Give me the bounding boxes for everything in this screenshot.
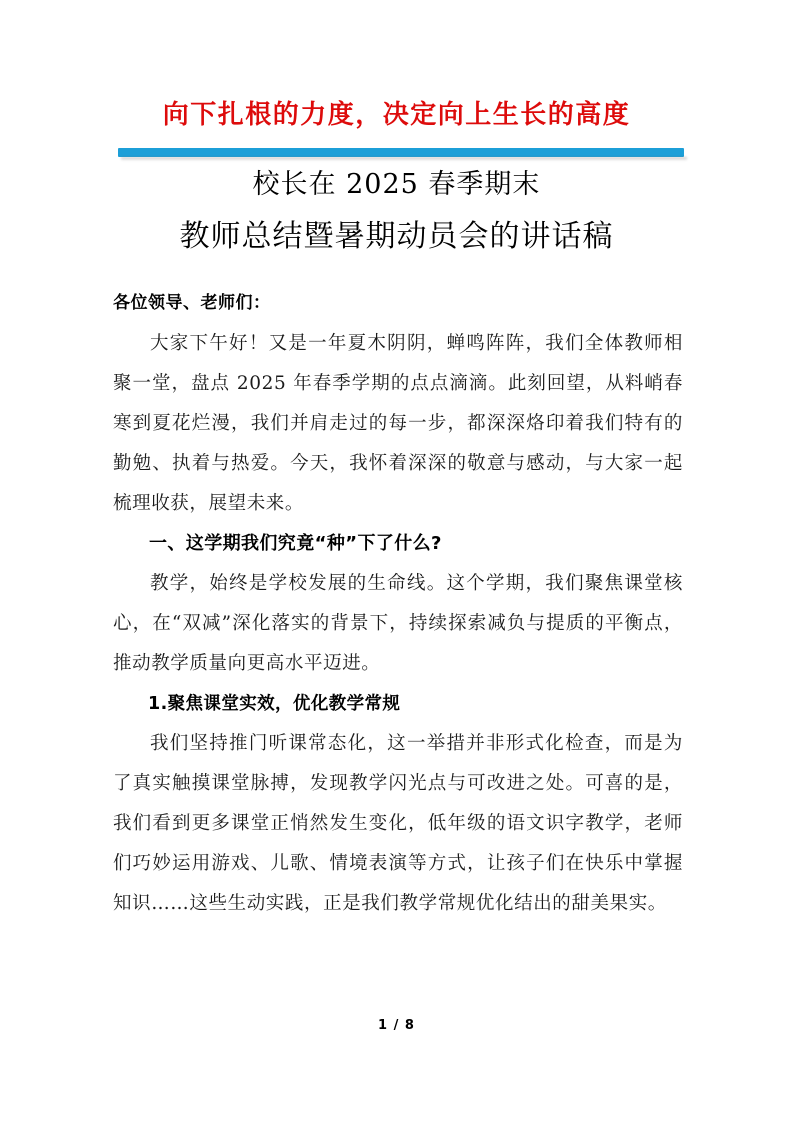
blue-divider-bar bbox=[118, 148, 684, 157]
body-paragraph-2: 教学，始终是学校发展的生命线。这个学期，我们聚焦课堂核心，在“双减”深化落实的背景下，持续探索减负与提质的平衡点，推动教学质量向更高水平迈进。 bbox=[113, 573, 683, 674]
banner-headline: 向下扎根的力度，决定向上生长的高度 bbox=[162, 100, 631, 130]
page-number: 1 / 8 bbox=[378, 1018, 415, 1033]
document-title bbox=[60, 160, 733, 264]
blue-divider bbox=[118, 148, 684, 159]
document-title-line-1: 校长在 2025 春季期末 bbox=[252, 169, 541, 200]
document-body bbox=[113, 283, 683, 924]
salutation: 各位领导、老师们： bbox=[113, 293, 271, 313]
sub-heading-1: 1.聚焦课堂实效，优化教学常规 bbox=[148, 694, 401, 714]
document-title-line-2: 教师总结暨暑期动员会的讲话稿 bbox=[179, 219, 614, 254]
body-paragraph-1: 大家下午好！又是一年夏木阴阴，蝉鸣阵阵，我们全体教师相聚一堂，盘点 2025 年春季学期的点点滴滴。此刻回望，从料峭春寒到夏花烂漫，我们并肩走过的每一步，都深深烙印着我们特有的勤勉、执着与热爱。今天，我怀着深深的敬意与感动，与大家一起梳理收获，展望未来。 bbox=[113, 333, 683, 514]
section-heading-1: 一、这学期我们究竟“种”下了什么? bbox=[149, 533, 442, 554]
body-paragraph-3: 我们坚持推门听课常态化，这一举措并非形式化检查，而是为了真实触摸课堂脉搏，发现教学闪光点与可改进之处。可喜的是，我们看到更多课堂正悄然发生变化，低年级的语文识字教学，老师们巧妙运用游戏、儿歌、情境表演等方式，让孩子们在快乐中掌握知识……这些生动实践，正是我们教学常规优化结出的甜美果实。 bbox=[113, 733, 683, 914]
